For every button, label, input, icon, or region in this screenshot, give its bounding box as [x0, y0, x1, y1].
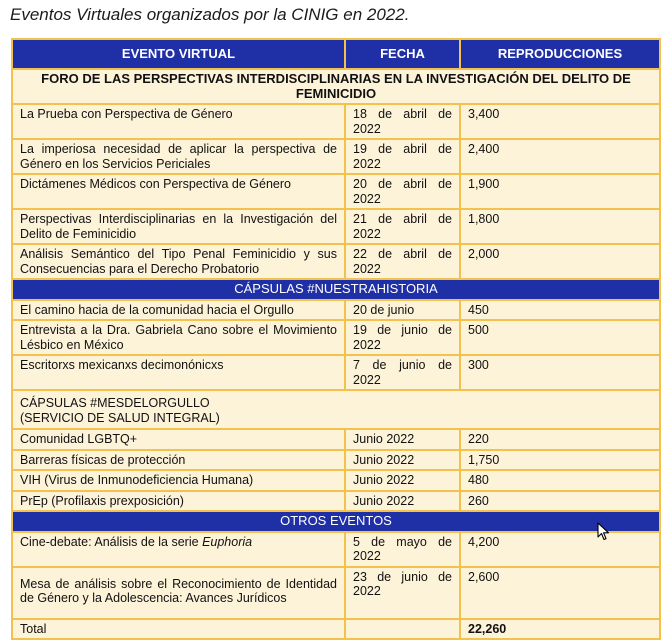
section-foro-title	[12, 69, 660, 104]
evento-cell: Dictámenes Médicos con Perspectiva de Género	[12, 174, 345, 209]
evento-cell: Barreras físicas de protección	[12, 450, 345, 471]
table-row	[12, 244, 660, 279]
total-value: 22,260	[460, 619, 660, 640]
table-row	[12, 174, 660, 209]
evento-cell: La Prueba con Perspectiva de Género	[12, 104, 345, 139]
table-row	[12, 139, 660, 174]
evento-cell: Escritorxs mexicanxs decimonónicxs	[12, 355, 345, 390]
header-reproducciones: REPRODUCCIONES	[460, 39, 660, 69]
fecha-cell: Junio 2022	[345, 470, 460, 491]
evento-cell: VIH (Virus de Inmunodeficiencia Humana)	[12, 470, 345, 491]
fecha-cell: 5 de mayo de 2022	[345, 532, 460, 567]
reproducciones-cell: 2,600	[460, 567, 660, 619]
table-row	[12, 320, 660, 355]
evento-cell: Análisis Semántico del Tipo Penal Feminicidio y sus Consecuencias para el Derecho Probatorio	[12, 244, 345, 279]
evento-cell: Comunidad LGBTQ+	[12, 429, 345, 450]
table-row	[12, 355, 660, 390]
reproducciones-cell: 3,400	[460, 104, 660, 139]
reproducciones-cell: 480	[460, 470, 660, 491]
section-mesdelorgullo-title	[12, 390, 660, 429]
table-row	[12, 429, 660, 450]
section-title-line1: CÁPSULAS #MESDELORGULLO	[20, 396, 210, 410]
reproducciones-cell: 220	[460, 429, 660, 450]
reproducciones-cell: 1,750	[460, 450, 660, 471]
fecha-cell: 19 de abril de 2022	[345, 139, 460, 174]
fecha-cell: Junio 2022	[345, 450, 460, 471]
table-row	[12, 532, 660, 567]
events-table	[11, 38, 661, 640]
evento-text: Cine-debate: Análisis de la serie	[20, 534, 203, 549]
reproducciones-cell: 450	[460, 300, 660, 321]
section-title: FORO DE LAS PERSPECTIVAS INTERDISCIPLINARIAS EN LA INVESTIGACIÓN DEL DELITO DE FEMINICIDIO	[12, 69, 660, 104]
reproducciones-cell: 300	[460, 355, 660, 390]
section-title: CÁPSULAS #NUESTRAHISTORIA	[12, 279, 660, 300]
table-row	[12, 470, 660, 491]
evento-cell: La imperiosa necesidad de aplicar la perspectiva de Género en los Servicios Periciales	[12, 139, 345, 174]
table-row	[12, 491, 660, 512]
fecha-cell: 20 de junio	[345, 300, 460, 321]
evento-cell: Perspectivas Interdisciplinarias en la Investigación del Delito de Feminicidio	[12, 209, 345, 244]
fecha-cell: 22 de abril de 2022	[345, 244, 460, 279]
evento-cell	[12, 532, 345, 567]
section-nuestrahistoria-title	[12, 279, 660, 300]
fecha-cell: 21 de abril de 2022	[345, 209, 460, 244]
section-title	[12, 390, 660, 429]
section-title: OTROS EVENTOS	[12, 511, 660, 532]
reproducciones-cell: 4,200	[460, 532, 660, 567]
reproducciones-cell: 2,400	[460, 139, 660, 174]
mouse-cursor-icon	[597, 522, 611, 542]
header-evento: EVENTO VIRTUAL	[12, 39, 345, 69]
evento-cell: PrEp (Profilaxis prexposición)	[12, 491, 345, 512]
fecha-cell: 20 de abril de 2022	[345, 174, 460, 209]
table-row	[12, 450, 660, 471]
fecha-cell: Junio 2022	[345, 491, 460, 512]
reproducciones-cell: 1,900	[460, 174, 660, 209]
series-title: Euphoria	[202, 534, 253, 549]
table-row	[12, 104, 660, 139]
fecha-cell: 7 de junio de 2022	[345, 355, 460, 390]
section-otros-title	[12, 511, 660, 532]
total-label: Total	[12, 619, 345, 640]
fecha-cell: 19 de junio de 2022	[345, 320, 460, 355]
evento-cell: Entrevista a la Dra. Gabriela Cano sobre el Movimiento Lésbico en México	[12, 320, 345, 355]
table-caption: Eventos Virtuales organizados por la CINIG en 2022.	[10, 5, 410, 24]
fecha-cell: 18 de abril de 2022	[345, 104, 460, 139]
reproducciones-cell: 2,000	[460, 244, 660, 279]
table-row	[12, 567, 660, 619]
reproducciones-cell: 500	[460, 320, 660, 355]
total-empty-cell	[345, 619, 460, 640]
total-row	[12, 619, 660, 640]
table-row	[12, 209, 660, 244]
fecha-cell: Junio 2022	[345, 429, 460, 450]
header-fecha: FECHA	[345, 39, 460, 69]
evento-cell: Mesa de análisis sobre el Reconocimiento de Identidad de Género y la Adolescencia: Avances Jurídicos	[12, 567, 345, 619]
evento-cell: El camino hacia de la comunidad hacia el Orgullo	[12, 300, 345, 321]
fecha-cell: 23 de junio de 2022	[345, 567, 460, 619]
reproducciones-cell: 1,800	[460, 209, 660, 244]
section-title-line2: (SERVICIO DE SALUD INTEGRAL)	[20, 411, 220, 425]
header-row	[12, 39, 660, 69]
reproducciones-cell: 260	[460, 491, 660, 512]
table-row	[12, 300, 660, 321]
